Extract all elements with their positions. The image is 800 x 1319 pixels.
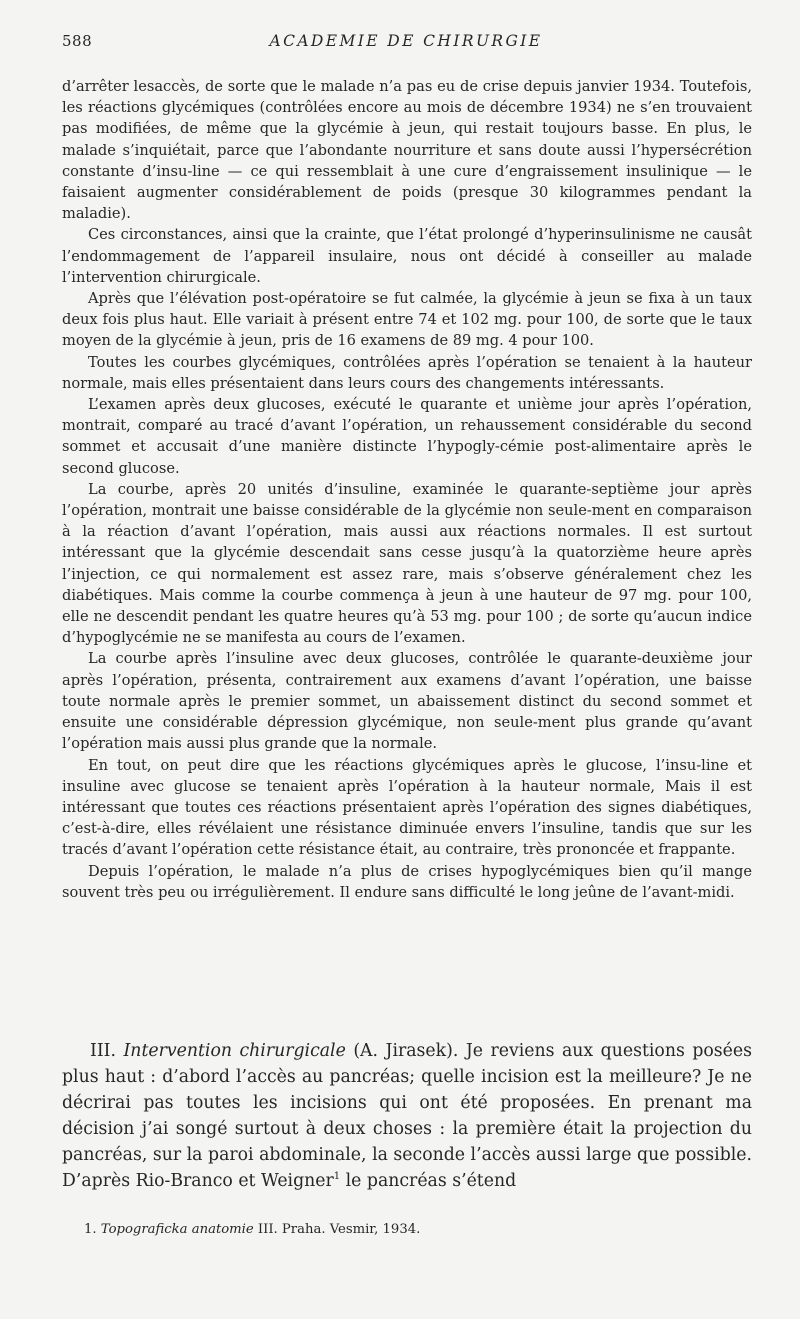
section-iii	[62, 1038, 752, 1194]
footnote-title: Topograficka anatomie	[100, 1222, 254, 1237]
footnote-number: 1.	[84, 1222, 97, 1237]
paragraph: Toutes les courbes glycémiques, contrôlées après l’opération se tenaient à la hauteur normale, mais elles présentaient dans leurs cours des changements intéressants.	[62, 353, 752, 392]
running-title: ACADEMIE DE CHIRURGIE	[269, 32, 543, 50]
page-header	[62, 32, 750, 56]
section-text: Je reviens aux questions posées plus haut : d’abord l’accès au pancréas; quelle incision est la meilleure? Je ne décrirai pas toutes les incisions qui ont été proposées. En prenant ma décision j’ai songé surtout à deux choses : la première était la projection du pancréas, sur la paroi abdominale, la seconde l’accès aussi large que possible. D’après Rio-Branco et Weigner	[62, 1041, 752, 1191]
paragraph: d’arrêter lesaccès, de sorte que le malade n’a pas eu de crise depuis janvier 1934. Toutefois, les réactions glycémiques (contrôlées encore au mois de décembre 1934) ne s’en trouvaient pas modifiées, de même que la glycémie à jeun, qui restait toujours basse. En plus, le malade s’inquiétait, parce que l’abondante nourriture et sans doute aussi l’hypersécrétion constante d’insu-line — ce qui ressemblait à une cure d’engraissement insulinique — le faisaient augmenter considérablement de poids (presque 30 kilogrammes pendant la maladie).	[62, 78, 752, 223]
paragraph: La courbe après l’insuline avec deux glucoses, contrôlée le quarante-deuxième jour après l’opération, présenta, contrairement aux examens d’avant l’opération, une baisse toute normale après le premier sommet, un abaissement distinct du second sommet et ensuite une considérable dépression glycémique, non seule-ment plus grande qu’avant l’opération mais aussi plus grande que la normale.	[62, 650, 752, 753]
paragraph: La courbe, après 20 unités d’insuline, examinée le quarante-septième jour après l’opération, montrait une baisse considérable de la glycémie non seule-ment en comparaison à la réaction d’avant l’opération, mais aussi aux réactions normales. Il est surtout intéressant que la glycémie descendait sans cesse jusqu’à la quatorzième heure après l’injection, ce qui normalement est assez rare, mais s’observe généralement chez les diabétiques. Mais comme la courbe commença à jeun à une hauteur de 97 mg. pour 100, elle ne descendit pendant les quatre heures qu’à 53 mg. pour 100 ; de sorte qu’aucun indice d’hypoglycémie ne se manifesta au cours de l’examen.	[62, 480, 752, 647]
section-author: (A. Jirasek).	[353, 1041, 459, 1061]
body-text	[62, 76, 752, 903]
footnote-reference-text: III. Praha. Vesmir, 1934.	[253, 1222, 421, 1237]
paragraph: Depuis l’opération, le malade n’a plus de crises hypoglycémiques bien qu’il mange souvent très peu ou irrégulièrement. Il endure sans difficulté le long jeûne de l’avant-midi.	[62, 862, 752, 901]
paragraph: Ces circonstances, ainsi que la crainte, que l’état prolongé d’hyperinsulinisme ne causât l’endommagement de l’appareil insulaire, nous ont décidé à conseiller au malade l’intervention chirurgicale.	[62, 226, 752, 286]
footnote	[84, 1221, 744, 1239]
section-text-continued: le pancréas s’étend	[340, 1171, 517, 1191]
paragraph: L’examen après deux glucoses, exécuté le quarante et unième jour après l’opération, montrait, comparé au tracé d’avant l’opération, un rehaussement considérable du second sommet et accusait d’une manière distincte l’hypogly-cémie post-alimentaire après le second glucose.	[62, 396, 752, 477]
footnote-reference[interactable]: 1	[333, 1171, 341, 1183]
paragraph: En tout, on peut dire que les réactions glycémiques après le glucose, l’insu-line et insuline avec glucose se tenaient après l’opération à la hauteur normale, Mais il est intéressant que toutes ces réactions présentaient après l’opération des signes diabétiques, c’est-à-dire, elles révélaient une résistance diminuée envers l’insuline, tandis que sur les tracés d’avant l’opération cette résistance était, au contraire, très prononcée et frappante.	[62, 756, 752, 859]
paragraph: Après que l’élévation post-opératoire se fut calmée, la glycémie à jeun se fixa à un taux deux fois plus haut. Elle variait à présent entre 74 et 102 mg. pour 100, de sorte que le taux moyen de la glycémie à jeun, pris de 16 examens de 89 mg. 4 pour 100.	[62, 290, 752, 350]
section-number: III.	[90, 1041, 116, 1061]
section-paragraph	[62, 1038, 752, 1194]
page-number: 588	[62, 32, 93, 50]
section-title: Intervention chirurgicale	[123, 1041, 346, 1061]
